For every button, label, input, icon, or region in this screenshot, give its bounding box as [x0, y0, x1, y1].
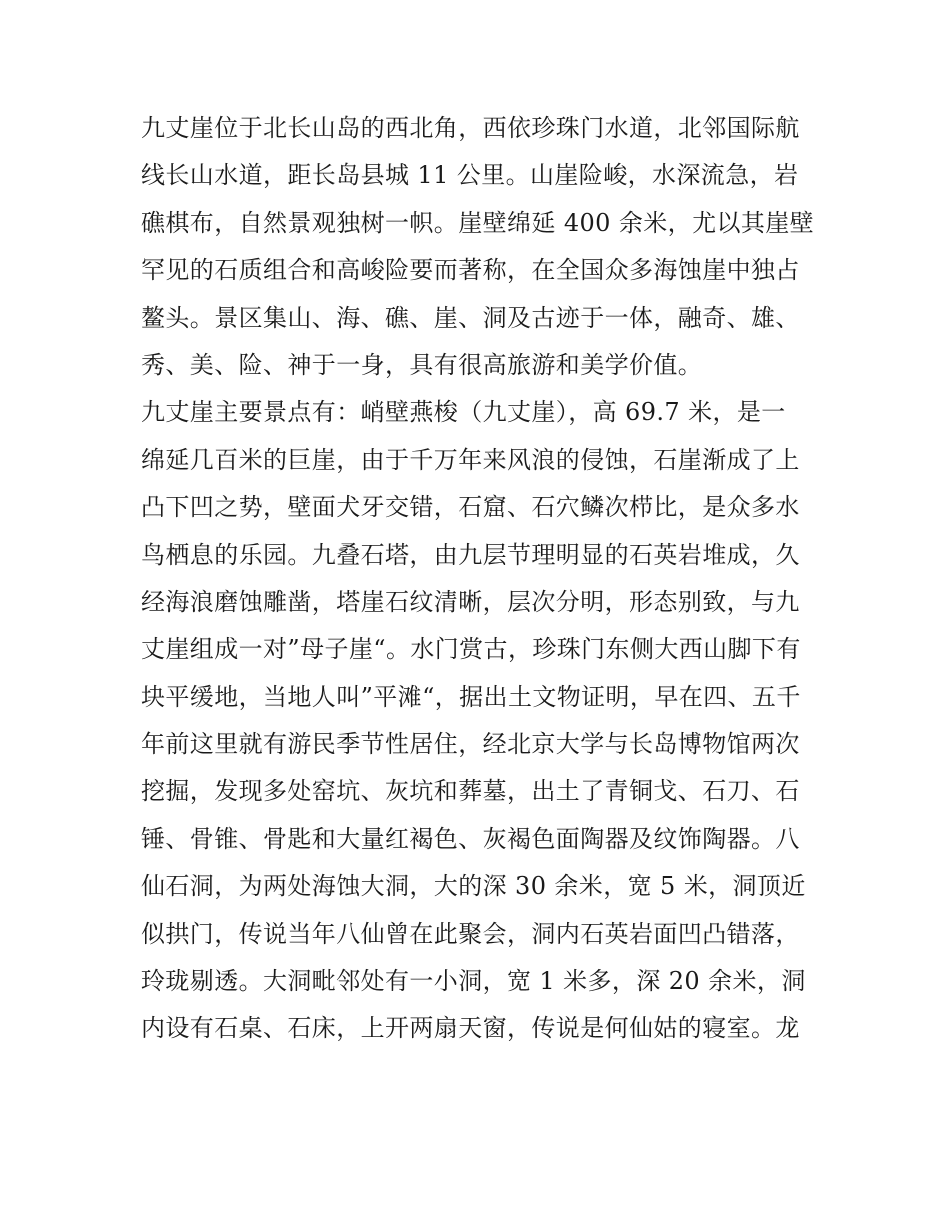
text-line: 秀、美、险、神于一身，具有很高旅游和美学价值。 [141, 350, 703, 379]
text-line: 罕见的石质组合和高峻险要而著称，在全国众多海蚀崖中独占 [141, 256, 800, 285]
text-line: 经海浪磨蚀雕凿，塔崖石纹清晰，层次分明，形态别致，与九 [141, 587, 800, 616]
text-line: 九丈崖位于北长山岛的西北角，西依珍珠门水道，北邻国际航 [141, 114, 800, 142]
text-line: 礁棋布，自然景观独树一帜。崖壁绵延 400 余米，尤以其崖壁 [141, 208, 815, 237]
text-line: 挖掘，发现多处窑坑、灰坑和葬墓，出土了青铜戈、石刀、石 [141, 777, 800, 806]
text-line: 年前这里就有游民季节性居住，经北京大学与长岛博物馆两次 [141, 730, 800, 759]
text-line: 绵延几百米的巨崖，由于千万年来风浪的侵蚀，石崖渐成了上 [141, 445, 800, 474]
text-line: 玲珑剔透。大洞毗邻处有一小洞，宽 1 米多，深 20 余米，洞 [141, 967, 806, 996]
text-line: 锤、骨锥、骨匙和大量红褐色、灰褐色面陶器及纹饰陶器。八 [141, 824, 800, 853]
body-text [141, 105, 821, 1053]
text-line: 鸟栖息的乐园。九叠石塔，由九层节理明显的石英岩堆成，久 [141, 540, 800, 569]
text-line: 似拱门，传说当年八仙曾在此聚会，洞内石英岩面凹凸错落， [141, 919, 800, 948]
text-line: 内设有石桌、石床，上开两扇天窗，传说是何仙姑的寝室。龙 [141, 1014, 800, 1043]
text-line: 九丈崖主要景点有：峭壁燕梭（九丈崖），高 69.7 米，是一 [141, 398, 786, 427]
text-line: 块平缓地，当地人叫”平滩“，据出土文物证明，早在四、五千 [141, 682, 801, 711]
text-line: 线长山水道，距长岛县城 11 公里。山崖险峻，水深流急，岩 [141, 161, 799, 190]
text-line: 鳌头。景区集山、海、礁、崖、洞及古迹于一体，融奇、雄、 [141, 303, 800, 332]
text-line: 丈崖组成一对”母子崖“。水门赏古，珍珠门东侧大西山脚下有 [141, 635, 801, 664]
text-line: 仙石洞，为两处海蚀大洞，大的深 30 余米，宽 5 米，洞顶近 [141, 872, 806, 901]
text-line: 凸下凹之势，壁面犬牙交错，石窟、石穴鳞次栉比，是众多水 [141, 493, 800, 522]
